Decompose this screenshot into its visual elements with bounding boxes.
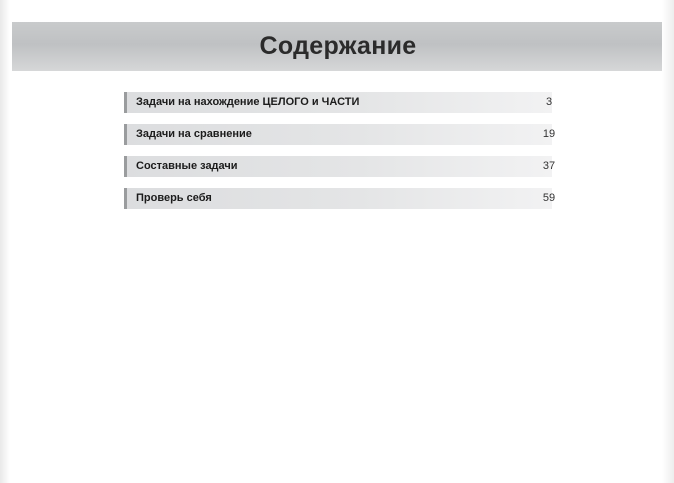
toc-entry[interactable] — [0, 188, 674, 209]
page-title: Содержание — [259, 32, 417, 60]
toc-entry-label: Проверь себя — [136, 192, 212, 204]
toc-entry[interactable] — [0, 156, 674, 177]
toc-entry-accent — [124, 124, 127, 145]
toc-entry-page-number: 37 — [542, 160, 556, 172]
toc-entry-page-number: 3 — [545, 96, 553, 108]
toc-entry-label: Задачи на нахождение ЦЕЛОГО и ЧАСТИ — [136, 96, 360, 108]
toc-entry-accent — [124, 92, 127, 113]
toc-entry-accent — [124, 156, 127, 177]
toc-entry-label: Задачи на сравнение — [136, 128, 252, 140]
toc-entry-page-number: 19 — [542, 128, 556, 140]
toc-entry-label: Составные задачи — [136, 160, 238, 172]
toc-entry-accent — [124, 188, 127, 209]
toc-entry[interactable] — [0, 92, 674, 113]
table-of-contents — [0, 92, 674, 220]
toc-entry-page-number: 59 — [542, 192, 556, 204]
toc-entry[interactable] — [0, 124, 674, 145]
page-title-band — [12, 22, 664, 71]
